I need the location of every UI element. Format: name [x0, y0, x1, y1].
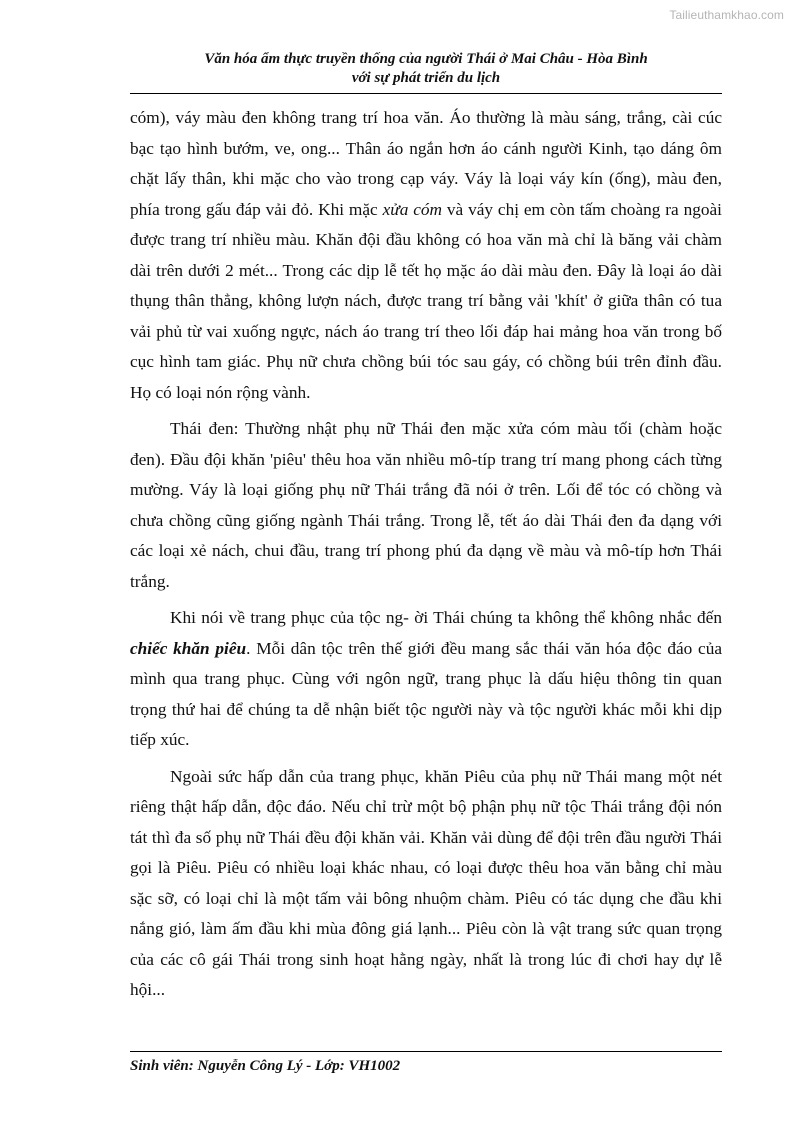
paragraph-text: . Mỗi dân tộc trên thế giới đều mang sắc thái văn hóa độc đáo của mình qua trang phục. Cùng với ngôn ngữ, trang phục là dấu hiệu thông tin quan trọng thứ hai để chúng ta dễ nhận biết tộc người này và tộc người khác mỗi khi dịp tiếp xúc.	[130, 638, 723, 749]
running-header	[130, 50, 722, 88]
document-body	[130, 103, 722, 1012]
bold-italic-term: chiếc khăn piêu	[130, 638, 247, 658]
running-footer: Sinh viên: Nguyễn Công Lý - Lớp: VH1002	[130, 1058, 401, 1074]
paragraph-text: Khi nói về trang phục của tộc ng- ời Thái chúng ta không thể không nhắc đến	[170, 608, 722, 627]
paragraph-white-thai-costume	[130, 103, 722, 408]
paragraph-pieu-scarf-intro	[130, 603, 722, 756]
paragraph-text: và váy chị em còn tấm choàng ra ngoài được trang trí nhiều màu. Khăn đội đầu không có hoa văn mà chỉ là băng vải chàm dài trên dưới 2 mét... Trong các dịp lễ tết họ mặc áo dài màu đen. Đây là loại áo dài thụng thân thẳng, không lượn nách, được trang trí bằng vải 'khít' ở giữa thân có tua vải phủ từ vai xuống ngực, nách áo trang trí theo lối đáp hai mảng hoa văn trong bố cục hình tam giác. Phụ nữ chưa chồng búi tóc sau gáy, có chồng búi trên đỉnh đầu. Họ có loại nón rộng vành.	[130, 199, 722, 402]
paragraph-text: cóm), váy màu đen không trang trí hoa văn. Áo thường là màu sáng, trắng, cài cúc bạc tạo hình bướm, ve, ong... Thân áo ngắn hơn áo cánh người Kinh, tạo dáng ôm chặt lấy thân, khi mặc cho vào trong cạp váy. Váy là loại váy kín (ống), màu đen, phía trong gấu đáp vải đỏ. Khi mặc	[130, 108, 722, 219]
header-title-line-1: Văn hóa ẩm thực truyền thống của người Thái ở Mai Châu - Hòa Bình	[204, 51, 648, 67]
paragraph-pieu-scarf-details: Ngoài sức hấp dẫn của trang phục, khăn Piêu của phụ nữ Thái mang một nét riêng thật hấp dẫn, độc đáo. Nếu chỉ trừ một bộ phận phụ nữ tộc Thái trắng đội nón tát thì đa số phụ nữ Thái đều đội khăn vải. Khăn vải dùng để đội trên đầu người Thái gọi là Piêu. Piêu có nhiều loại khác nhau, có loại được thêu hoa văn bằng chỉ màu sặc sỡ, có loại chỉ là một tấm vải bông nhuộm chàm. Piêu có tác dụng che đầu khi nắng gió, làm ấm đầu khi mùa đông giá lạnh... Piêu còn là vật trang sức quan trọng của các cô gái Thái trong sinh hoạt hằng ngày, nhất là trong lúc đi chơi hay dự lễ hội...	[130, 766, 722, 999]
italic-term: xửa cóm	[382, 199, 442, 219]
header-divider	[130, 93, 722, 94]
footer-divider	[130, 1051, 722, 1052]
header-title-line-2: với sự phát triển du lịch	[351, 70, 501, 86]
watermark-text: Tailieuthamkhao.com	[669, 8, 784, 22]
paragraph-black-thai-costume: Thái đen: Thường nhật phụ nữ Thái đen mặc xửa cóm màu tối (chàm hoặc đen). Đầu đội khăn 'piêu' thêu hoa văn nhiều mô-típ trang trí mang phong cách từng mường. Váy là loại giống phụ nữ Thái trắng đã nói ở trên. Lối để tóc có chồng và chưa chồng cũng giống ngành Thái trắng. Trong lễ, tết áo dài Thái đen đa dạng với các loại xẻ nách, chui đầu, trang trí phong phú đa dạng về màu và mô-típ hơn Thái trắng.	[130, 419, 722, 591]
